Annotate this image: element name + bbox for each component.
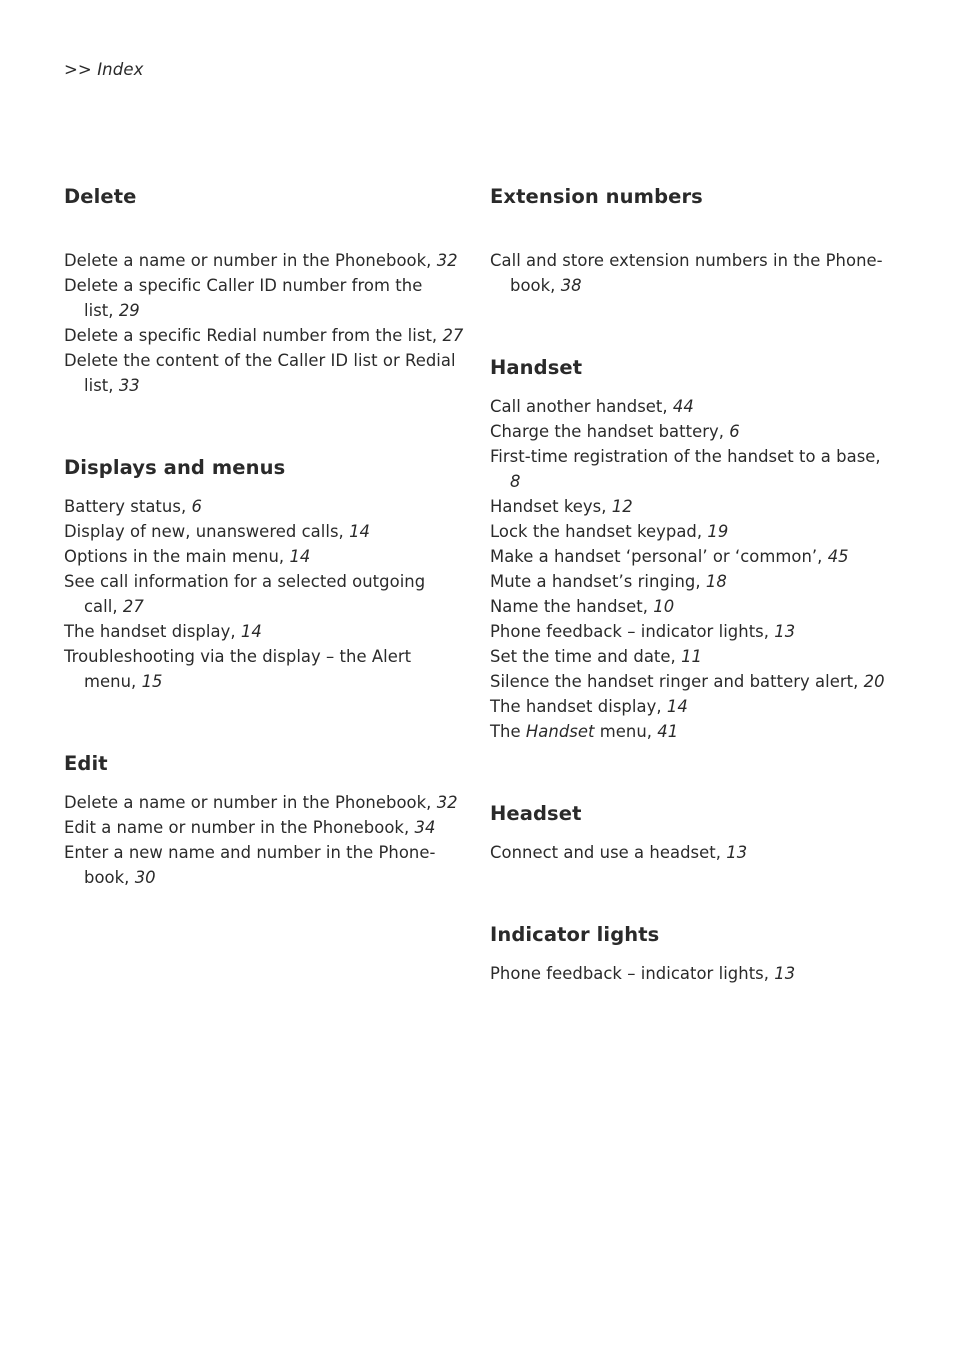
section-heading: Edit: [64, 752, 108, 775]
index-entry: [490, 961, 890, 986]
index-section: [64, 750, 464, 890]
page-number[interactable]: 27: [122, 597, 144, 616]
index-section: [64, 183, 464, 398]
entry-text: Delete the content of the Caller ID list or Redial: [64, 351, 456, 370]
section-heading: Handset: [490, 356, 583, 379]
section-heading: Indicator lights: [490, 923, 660, 946]
entry-text: Silence the handset ringer and battery alert,: [490, 672, 859, 691]
entry-text: Options in the main menu,: [64, 547, 285, 566]
page-number[interactable]: 12: [611, 497, 633, 516]
index-entry: [64, 840, 464, 890]
index-entry: [490, 694, 890, 719]
index-column-right: [490, 183, 890, 986]
index-entry: [490, 494, 890, 519]
index-entry: [490, 569, 890, 594]
entry-text: Delete a name or number in the Phonebook,: [64, 793, 432, 812]
index-entry: [490, 519, 890, 544]
index-section: [490, 354, 890, 744]
breadcrumb-title: Index: [97, 60, 144, 79]
index-section: [64, 454, 464, 694]
page-number[interactable]: 13: [726, 843, 748, 862]
page-number[interactable]: 20: [863, 672, 885, 691]
page-number[interactable]: 11: [681, 647, 703, 666]
index-entry: [64, 619, 464, 644]
section-heading: Delete: [64, 185, 137, 208]
entry-text: Call and store extension numbers in the Phone-: [490, 251, 883, 270]
index-entry: [490, 644, 890, 669]
entry-text: First-time registration of the handset to a base,: [490, 447, 881, 466]
page-number[interactable]: 32: [436, 251, 458, 270]
page-number[interactable]: 38: [560, 276, 582, 295]
entry-text: Connect and use a headset,: [490, 843, 721, 862]
page-number[interactable]: 18: [705, 572, 727, 591]
index-entry: [490, 719, 890, 744]
entry-text: Troubleshooting via the display – the Alert: [64, 647, 412, 666]
index-entry-list: [64, 248, 464, 398]
entry-text: list,: [84, 376, 114, 395]
index-entry-list: [490, 248, 890, 298]
entry-text: Set the time and date,: [490, 647, 676, 666]
page-number[interactable]: 15: [141, 672, 163, 691]
index-entry: [64, 644, 464, 694]
breadcrumb: [64, 59, 143, 81]
page-number[interactable]: 14: [349, 522, 371, 541]
page-number[interactable]: 32: [436, 793, 458, 812]
page-number[interactable]: 33: [118, 376, 140, 395]
entry-text: menu,: [84, 672, 137, 691]
entry-text: book,: [84, 868, 130, 887]
page-number[interactable]: 8: [510, 472, 521, 491]
index-entry: [490, 394, 890, 419]
index-section: [490, 183, 890, 298]
page-number[interactable]: 44: [672, 397, 694, 416]
index-entry-list: [64, 790, 464, 890]
entry-text: list,: [84, 301, 114, 320]
entry-text: Enter a new name and number in the Phone-: [64, 843, 436, 862]
entry-text: The: [490, 722, 526, 741]
page-number[interactable]: 6: [729, 422, 740, 441]
index-entry: [64, 273, 464, 323]
index-entry: [490, 544, 890, 569]
page-number[interactable]: 13: [774, 622, 796, 641]
page-number[interactable]: 13: [774, 964, 796, 983]
index-column-left: [64, 183, 464, 890]
entry-text: Lock the handset keypad,: [490, 522, 703, 541]
index-entry: [490, 248, 890, 298]
entry-text: Handset keys,: [490, 497, 607, 516]
entry-text: Delete a specific Caller ID number from the: [64, 276, 423, 295]
entry-text: Phone feedback – indicator lights,: [490, 964, 770, 983]
index-entry: [490, 669, 890, 694]
page-number[interactable]: 14: [666, 697, 688, 716]
page-number[interactable]: 14: [240, 622, 262, 641]
index-entry-list: [64, 494, 464, 694]
entry-text: Call another handset,: [490, 397, 668, 416]
entry-text: Delete a name or number in the Phonebook,: [64, 251, 432, 270]
index-entry: [490, 444, 890, 494]
index-entry: [490, 619, 890, 644]
entry-text: Make a handset ‘personal’ or ‘common’,: [490, 547, 823, 566]
page-number[interactable]: 10: [653, 597, 675, 616]
breadcrumb-prefix: >>: [64, 60, 92, 79]
index-section: [490, 921, 890, 986]
section-heading: Headset: [490, 802, 582, 825]
entry-text: menu,: [594, 722, 653, 741]
page-number[interactable]: 6: [191, 497, 202, 516]
index-entry: [490, 594, 890, 619]
entry-text: Name the handset,: [490, 597, 649, 616]
index-entry: [490, 840, 890, 865]
page-number[interactable]: 14: [289, 547, 311, 566]
entry-text: See call information for a selected outgoing: [64, 572, 426, 591]
index-entry-list: [490, 840, 890, 865]
entry-text: Phone feedback – indicator lights,: [490, 622, 770, 641]
entry-text: Charge the handset battery,: [490, 422, 725, 441]
entry-text: Battery status,: [64, 497, 187, 516]
entry-text: book,: [510, 276, 556, 295]
entry-text: call,: [84, 597, 118, 616]
index-entry: [64, 815, 464, 840]
page-number[interactable]: 27: [442, 326, 464, 345]
entry-text: Mute a handset’s ringing,: [490, 572, 701, 591]
page-number[interactable]: 19: [707, 522, 729, 541]
index-entry: [64, 790, 464, 815]
section-heading: Displays and menus: [64, 456, 286, 479]
page-number[interactable]: 45: [827, 547, 849, 566]
entry-text: Edit a name or number in the Phonebook,: [64, 818, 410, 837]
index-entry: [64, 323, 464, 348]
page-number[interactable]: 29: [118, 301, 140, 320]
index-entry: [64, 519, 464, 544]
entry-emphasis: Handset: [525, 722, 595, 741]
entry-text: Display of new, unanswered calls,: [64, 522, 344, 541]
index-entry-list: [490, 394, 890, 744]
index-entry: [64, 544, 464, 569]
index-section: [490, 800, 890, 865]
index-entry: [490, 419, 890, 444]
index-entry: [64, 348, 464, 398]
page-number[interactable]: 30: [134, 868, 156, 887]
entry-text: Delete a specific Redial number from the list,: [64, 326, 438, 345]
page-number[interactable]: 41: [657, 722, 679, 741]
entry-text: The handset display,: [490, 697, 662, 716]
section-heading: Extension numbers: [490, 185, 703, 208]
index-entry-list: [490, 961, 890, 986]
index-entry: [64, 569, 464, 619]
index-entry: [64, 248, 464, 273]
index-entry: [64, 494, 464, 519]
page-number[interactable]: 34: [414, 818, 436, 837]
entry-text: The handset display,: [64, 622, 236, 641]
